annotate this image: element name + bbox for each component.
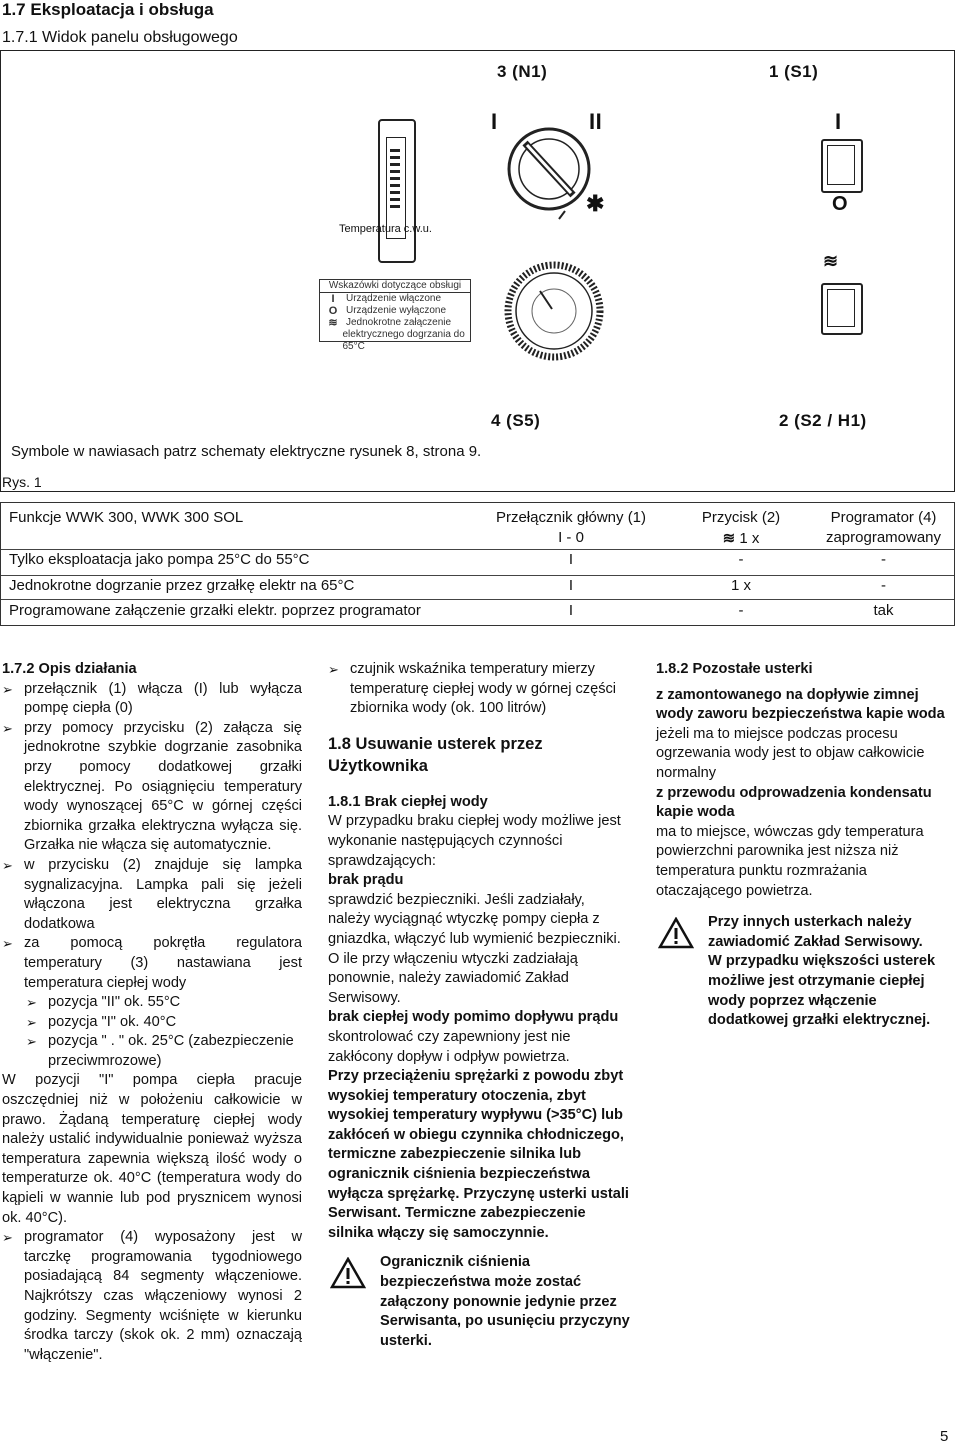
warning-icon bbox=[658, 917, 694, 949]
table-row-function: Tylko eksploatacja jako pompa 25°C do 55°C bbox=[9, 551, 310, 568]
table-cell: 1 x bbox=[730, 577, 751, 594]
list-subitem: ➢ pozycja "I" ok. 40°C bbox=[2, 1013, 302, 1033]
panel-note: Symbole w nawiasach patrz schematy elektryczne rysunek 8, strona 9. bbox=[11, 443, 482, 460]
warning-icon bbox=[330, 1257, 366, 1289]
table-cell: I bbox=[568, 602, 574, 619]
paragraph: W przypadku braku ciepłej wody możliwe jest wykonanie następujących czynności sprawdzających: bbox=[328, 813, 621, 869]
bold-paragraph: Przy przeciążeniu sprężarki z powodu zbyt wysokiej temperatury otoczenia, zbyt wysokiej temperatury wypływu (>35°C) lub zakłóceń w obiegu czynnika chłodniczego, termiczne zabezpieczenie silnika lub ogranicznik ciśnienia bezpieczeństwa wyłącza sprężarkę. Przyczynę usterki ustali Serwisant. Termiczne zabezpieczenie silnika włączy się samoczynnie. bbox=[328, 1068, 629, 1241]
list-item: ➢ w przycisku (2) znajduje się lampka sygnalizacyjna. Lampka pali się jeżeli włączona jest elektryczna grzałka dodatkowa bbox=[2, 856, 302, 934]
table-cell: - bbox=[738, 602, 744, 619]
table-header-programmer: Programator (4) bbox=[830, 509, 937, 526]
switch-off-mark: O bbox=[832, 193, 849, 215]
heading-troubleshooting: 1.8 Usuwanie usterek przez Użytkownika bbox=[328, 734, 543, 775]
subsection-title: 1.7.1 Widok panelu obsługowego bbox=[2, 29, 238, 46]
heading-operation: 1.7.2 Opis działania bbox=[2, 661, 137, 677]
switch-on-mark: I bbox=[835, 109, 842, 134]
list-item: ➢ przełącznik (1) włącza (I) lub wyłącza pompę ciepła (0) bbox=[2, 680, 302, 719]
heater-button[interactable] bbox=[821, 283, 863, 335]
warning-note: Ogranicznik ciśnienia bezpieczeństwa może zostać załączony ponownie jedynie przez Serwisanta, po usunięciu przyczyny usterki. bbox=[328, 1253, 630, 1351]
heading-other-faults: 1.8.2 Pozostałe usterki bbox=[656, 661, 813, 677]
table-cell: I bbox=[568, 577, 574, 594]
operation-legend bbox=[319, 279, 471, 352]
paragraph: ma to miejsce, wówczas gdy temperatura powierzchni parownika jest niższa niż temperatura punktu rozmrażania otaczającego powietrza. bbox=[656, 823, 924, 899]
label-heater-button: 2 (S2 / H1) bbox=[779, 411, 867, 430]
table-header-functions: Funkcje WWK 300, WWK 300 SOL bbox=[9, 509, 244, 526]
dial-mark-i: I bbox=[491, 109, 498, 134]
control-panel-figure bbox=[0, 50, 955, 492]
label-main-switch: 1 (S1) bbox=[769, 62, 819, 81]
list-item: ➢ za pomocą pokrętła regulatora temperatury (3) nastawiana jest temperatura ciepłej wody bbox=[2, 934, 302, 993]
list-subitem: ➢ pozycja " . " ok. 25°C (zabezpieczenie przeciwmrozowe) bbox=[2, 1032, 302, 1071]
legend-title: Wskazówki dotyczące obsługi bbox=[320, 280, 470, 293]
legend-text: Urządzenie włączone bbox=[346, 293, 442, 304]
table-cell: tak bbox=[873, 602, 894, 619]
column-troubleshooting bbox=[328, 660, 630, 1351]
paragraph: skontrolować czy zapewniony jest nie zakłócony dopływ i odpływ powietrza. bbox=[328, 1028, 571, 1065]
section-title: 1.7 Eksploatacja i obsługa bbox=[2, 0, 214, 19]
bold-heading: brak prądu bbox=[328, 872, 404, 889]
main-switch[interactable] bbox=[821, 139, 863, 193]
list-item: ➢ programator (4) wyposażony jest w tarczkę programowania tygodniowego posiadającą 84 segmenty włączeniowe. Najkrótszy czas włączeniowy wynosi 2 godziny. Segmenty wciśnięte w kierunku środka tarczy (skok ok. 2 mm) oznaczają "włączenie". bbox=[2, 1228, 302, 1365]
temperature-gauge bbox=[378, 119, 416, 263]
legend-symbol: ≋ bbox=[328, 317, 338, 329]
table-header-button: Przycisk (2) bbox=[701, 509, 781, 526]
programmer-timer-dial[interactable] bbox=[504, 261, 604, 361]
legend-text: elektrycznego dogrzania do 65°C bbox=[342, 329, 465, 352]
legend-text: Urządzenie wyłączone bbox=[346, 305, 447, 316]
heading-no-hot-water: 1.8.1 Brak ciepłej wody bbox=[328, 793, 488, 810]
paragraph: W pozycji "I" pompa ciepła pracuje oszczędniej niż w położeniu całkowicie w prawo. Żądaną temperaturę ciepłej wody należy ustalić indywidualnie ponieważ wyższa temperatura zapewnia większą ilość wody o temperaturze ok. 40°C (temperatura wody do kąpieli w wannie lub pod prysznicem wynosi ok. 40°C). bbox=[2, 1072, 302, 1226]
table-cell: - bbox=[738, 551, 744, 568]
column-operation bbox=[2, 660, 302, 1365]
temperature-label: Temperatura c.w.u. bbox=[339, 223, 432, 235]
table-header-switch-values: I - 0 bbox=[558, 529, 584, 546]
list-item: ➢ czujnik wskaźnika temperatury mierzy temperaturę ciepłej wody w górnej części zbiornika wody (ok. 100 litrów) bbox=[328, 660, 630, 719]
legend-symbol bbox=[320, 329, 342, 341]
paragraph: jeżeli ma to miejsce podczas procesu ogrzewania wody jest to objaw całkowicie normalny bbox=[656, 725, 925, 781]
warning-note: Przy innych usterkach należy zawiadomić Zakład Serwisowy. W przypadku większości usterek możliwe jest otrzymanie ciepłej wody poprzez włączenie dodatkowej grzałki elektrycznej. bbox=[656, 913, 956, 1031]
table-row-function: Jednokrotne dogrzanie przez grzałkę elektr na 65°C bbox=[9, 577, 355, 594]
label-programmer: 4 (S5) bbox=[491, 411, 541, 430]
bold-heading: z zamontowanego na dopływie zimnej wody zaworu bezpieczeństwa kapie woda bbox=[656, 686, 945, 723]
table-header-programmer-value: zaprogramowany bbox=[825, 529, 942, 546]
paragraph: sprawdzić bezpieczniki. Jeśli zadziałały, należy wyciągnąć wtyczkę pompy ciepła z gniazdka, włączyć lub wymienić bezpieczniki. O ile przy włączeniu wtyczki zadziałają ponownie, należy zawiadomić Zakład Serwisowy. bbox=[328, 891, 621, 1006]
legend-symbol: O bbox=[328, 305, 338, 317]
list-subitem: ➢ pozycja "II" ok. 55°C bbox=[2, 993, 302, 1013]
bold-heading: z przewodu odprowadzenia kondensatu kapie woda bbox=[656, 784, 932, 821]
label-regulator: 3 (N1) bbox=[497, 62, 548, 81]
heater-symbol-icon: ≋ bbox=[722, 530, 736, 547]
bold-heading: brak ciepłej wody pomimo dopływu prądu bbox=[328, 1009, 619, 1026]
temperature-regulator-dial[interactable] bbox=[501, 117, 597, 237]
dial-mark-ii: II bbox=[589, 109, 603, 134]
list-item: ➢ przy pomocy przycisku (2) załącza się jednokrotne szybkie dogrzanie zasobnika przy pomocy dodatkowej grzałki elektrycznej. Po osiągnięciu temperatury wody wynoszącej 65°C w górnej części zbiornika grzałka elektryczna wyłącza się. Grzałka nie włącza się automatycznie. bbox=[2, 719, 302, 856]
table-row-function: Programowane załączenie grzałki elektr. poprzez programator bbox=[9, 602, 421, 619]
table-header-switch: Przełącznik główny (1) bbox=[495, 509, 647, 526]
table-cell: I bbox=[568, 551, 574, 568]
figure-label: Rys. 1 bbox=[2, 474, 42, 490]
function-table bbox=[0, 502, 955, 626]
table-cell: - bbox=[881, 551, 886, 568]
page-number: 5 bbox=[940, 1428, 949, 1445]
table-header-button-value: ≋ 1 x bbox=[722, 530, 760, 547]
column-other-faults bbox=[656, 660, 956, 1031]
legend-text: Jednokrotne załączenie bbox=[346, 317, 452, 328]
heater-symbol-icon: ≋ bbox=[823, 251, 839, 271]
legend-symbol: I bbox=[331, 293, 335, 305]
frost-star-icon: ✱ bbox=[586, 191, 605, 216]
table-cell: - bbox=[881, 577, 886, 594]
